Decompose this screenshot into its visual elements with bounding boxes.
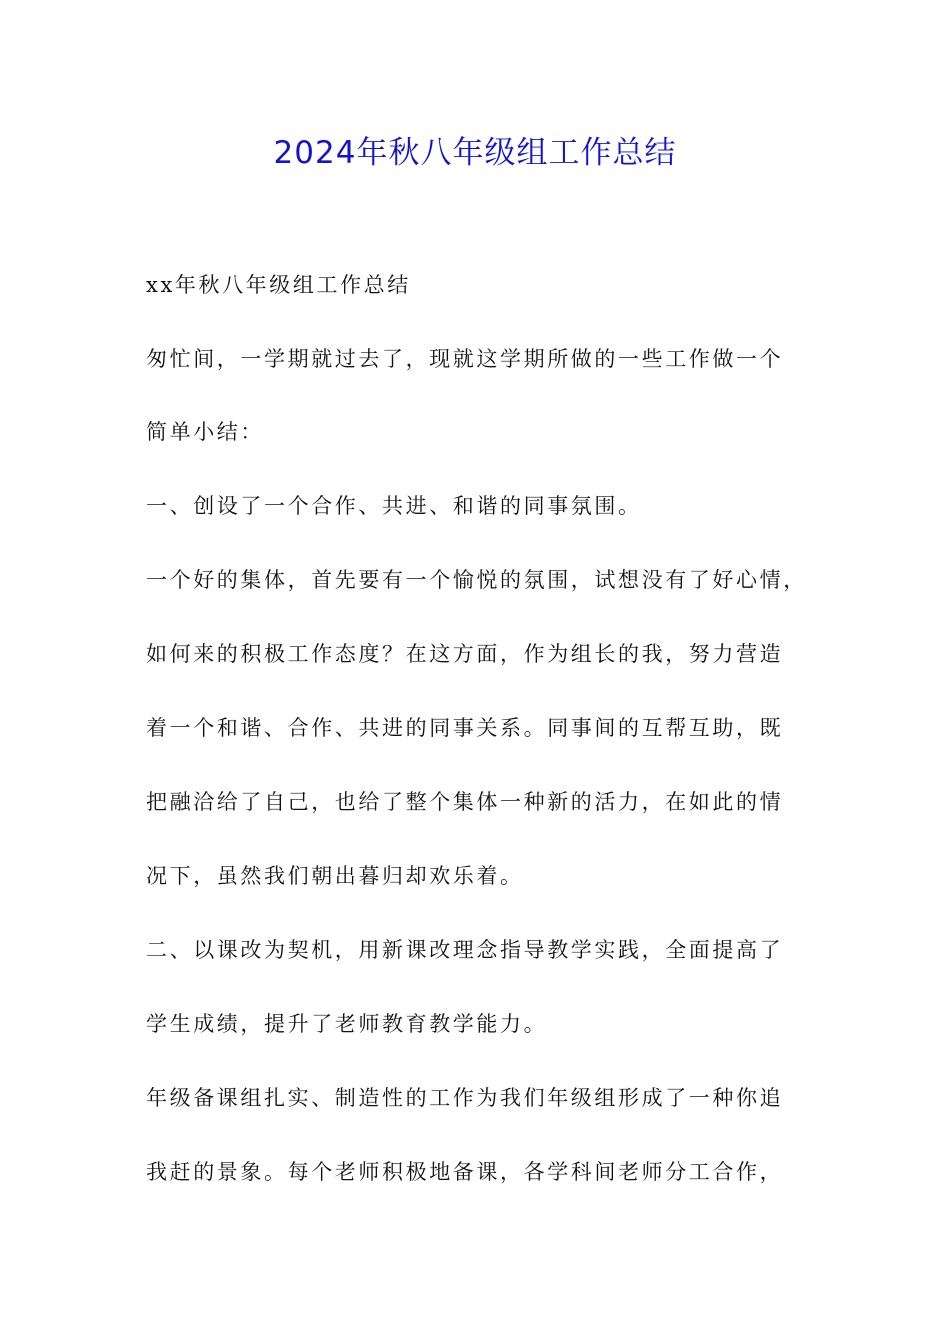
paragraph-line: 把融洽给了自己，也给了整个集体一种新的活力，在如此的情 [146,790,784,814]
paragraph-line: 简单小结： [146,420,264,444]
section-heading-2: 二、以课改为契机，用新课改理念指导教学实践，全面提高了 [146,938,784,962]
section-heading-1: 一、创设了一个合作、共进、和谐的同事氛围。 [146,494,642,518]
paragraph-line: 匆忙间，一学期就过去了，现就这学期所做的一些工作做一个 [146,347,784,371]
paragraph-line: 年级备课组扎实、制造性的工作为我们年级组形成了一种你追 [146,1086,784,1110]
paragraph-line: 着一个和谐、合作、共进的同事关系。同事间的互帮互助，既 [146,716,784,740]
paragraph-line: 一个好的集体，首先要有一个愉悦的氛围，试想没有了好心情， [146,568,807,592]
paragraph-line-subtitle: xx年秋八年级组工作总结 [146,273,411,297]
document-title: 2024年秋八年级组工作总结 [273,135,677,171]
paragraph-line: 况下，虽然我们朝出暮归却欢乐着。 [146,864,524,888]
section-heading-2-cont: 学生成绩，提升了老师教育教学能力。 [146,1012,548,1036]
paragraph-line: 如何来的积极工作态度？在这方面，作为组长的我，努力营造 [146,642,784,666]
paragraph-line: 我赶的景象。每个老师积极地备课，各学科间老师分工合作， [146,1160,784,1184]
